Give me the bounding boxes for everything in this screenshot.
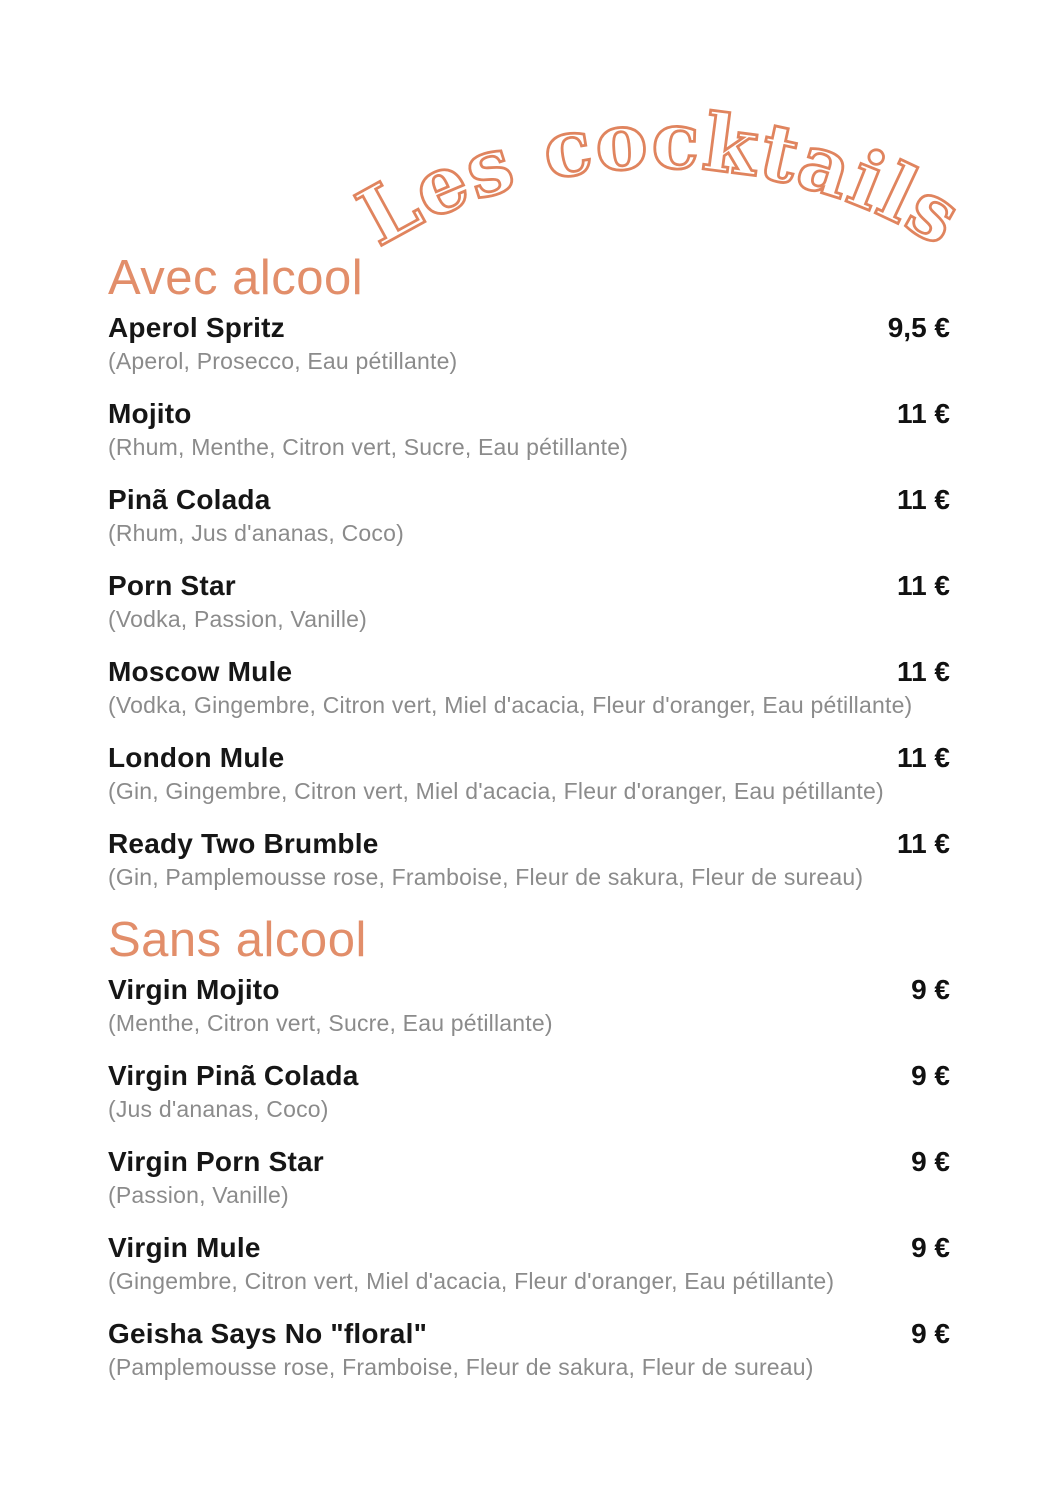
item-ingredients: (Rhum, Menthe, Citron vert, Sucre, Eau pétillante): [108, 434, 629, 460]
item-ingredients: (Vodka, Gingembre, Citron vert, Miel d'acacia, Fleur d'oranger, Eau pétillante): [108, 692, 913, 718]
item-name: Moscow Mule: [108, 656, 293, 687]
item-ingredients: (Rhum, Jus d'ananas, Coco): [108, 520, 404, 546]
item-head: [108, 1316, 950, 1352]
item-head: [108, 568, 950, 604]
item-name: Porn Star: [108, 570, 236, 601]
item-name: Virgin Pinã Colada: [108, 1060, 359, 1091]
item-price: 11 €: [897, 484, 950, 515]
menu-item: [108, 1316, 950, 1383]
svg-text:Les cocktails: [344, 95, 977, 264]
menu-title: Les cocktails: [343, 95, 977, 265]
item-name: Virgin Mule: [108, 1232, 261, 1263]
item-price: 9 €: [911, 1232, 950, 1263]
section-avec-alcool: [108, 310, 950, 893]
section-heading-sans-alcool: Sans alcool: [108, 913, 367, 967]
item-ingredients: (Vodka, Passion, Vanille): [108, 606, 367, 632]
item-head: [108, 396, 950, 432]
item-head: [108, 972, 950, 1008]
item-head: [108, 1058, 950, 1094]
item-head: [108, 826, 950, 862]
menu-item: [108, 1230, 950, 1297]
item-name: Virgin Mojito: [108, 974, 280, 1005]
menu-content: [108, 250, 950, 1402]
item-head: [108, 740, 950, 776]
item-ingredients: (Passion, Vanille): [108, 1182, 289, 1208]
item-price: 9 €: [911, 1060, 950, 1091]
item-price: 9 €: [911, 974, 950, 1005]
item-price: 9 €: [911, 1146, 950, 1177]
item-name: Mojito: [108, 398, 192, 429]
menu-item: [108, 310, 950, 377]
menu-item: [108, 740, 950, 807]
item-ingredients: (Jus d'ananas, Coco): [108, 1096, 329, 1122]
item-ingredients: (Pamplemousse rose, Framboise, Fleur de sakura, Fleur de sureau): [108, 1354, 814, 1380]
menu-item: [108, 1058, 950, 1125]
item-head: [108, 1144, 950, 1180]
item-name: Virgin Porn Star: [108, 1146, 324, 1177]
item-name: Pinã Colada: [108, 484, 271, 515]
item-price: 9 €: [911, 1318, 950, 1349]
menu-item: [108, 482, 950, 549]
item-head: [108, 1230, 950, 1266]
item-ingredients: (Gingembre, Citron vert, Miel d'acacia, Fleur d'oranger, Eau pétillante): [108, 1268, 835, 1294]
item-price: 11 €: [897, 570, 950, 601]
item-price: 11 €: [897, 398, 950, 429]
item-ingredients: (Aperol, Prosecco, Eau pétillante): [108, 348, 458, 374]
item-price: 11 €: [897, 742, 950, 773]
item-price: 9,5 €: [887, 312, 950, 343]
item-price: 11 €: [897, 656, 950, 687]
menu-item: [108, 396, 950, 463]
item-head: [108, 482, 950, 518]
section-heading-avec-alcool: Avec alcool: [108, 251, 364, 305]
item-ingredients: (Gin, Gingembre, Citron vert, Miel d'acacia, Fleur d'oranger, Eau pétillante): [108, 778, 884, 804]
item-ingredients: (Menthe, Citron vert, Sucre, Eau pétillante): [108, 1010, 553, 1036]
item-name: Ready Two Brumble: [108, 828, 379, 859]
menu-item: [108, 972, 950, 1039]
item-name: Geisha Says No "floral": [108, 1318, 428, 1349]
item-name: Aperol Spritz: [108, 312, 285, 343]
item-head: [108, 310, 950, 346]
menu-item: [108, 654, 950, 721]
item-head: [108, 654, 950, 690]
menu-item: [108, 1144, 950, 1211]
section-sans-alcool: [108, 972, 950, 1383]
item-price: 11 €: [897, 828, 950, 859]
item-name: London Mule: [108, 742, 285, 773]
menu-item: [108, 826, 950, 893]
item-ingredients: (Gin, Pamplemousse rose, Framboise, Fleur de sakura, Fleur de sureau): [108, 864, 864, 890]
menu-item: [108, 568, 950, 635]
